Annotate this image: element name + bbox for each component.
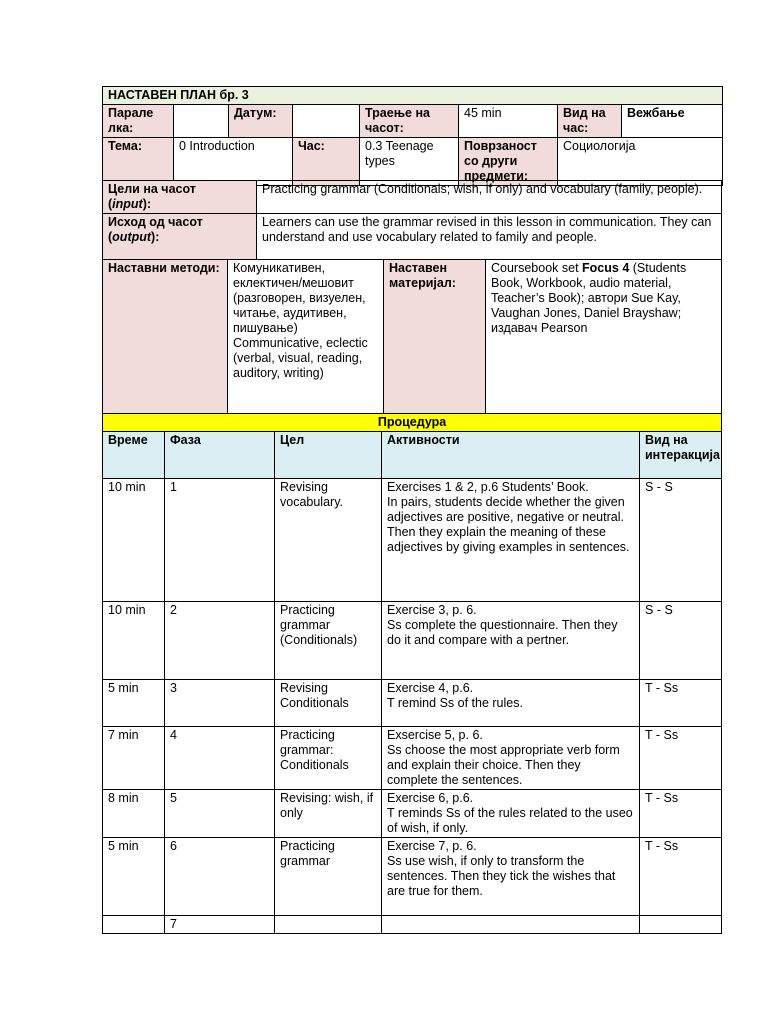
datum-value xyxy=(293,105,360,138)
header-time: Време xyxy=(103,432,165,479)
row-time xyxy=(103,916,165,934)
chas-label: Час: xyxy=(293,138,360,186)
metodi-label: Наставни методи: xyxy=(103,260,228,414)
material-post: (Students Book, Workbook, audio material, Teacher’s Book); автори Sue Kay, Vaughan Jones, Daniel Brayshaw; издавач Pearson xyxy=(491,261,687,335)
methods-table xyxy=(102,259,722,414)
row-time: 10 min xyxy=(103,602,165,680)
paralelka-value xyxy=(174,105,229,138)
row-interaction: T - Ss xyxy=(640,680,722,727)
row-interaction xyxy=(640,916,722,934)
header-phase: Фаза xyxy=(165,432,275,479)
procedure-table xyxy=(102,413,722,934)
row-activity: Exercise 7, p. 6. Ss use wish, if only to transform the sentences. Then they tick the wishes that are true for them. xyxy=(382,838,640,916)
row-goal: Revising Conditionals xyxy=(275,680,382,727)
header-activity: Активности xyxy=(382,432,640,479)
plan-header-table xyxy=(102,86,723,186)
row-phase: 5 xyxy=(165,790,275,838)
paralelka-label: Парале лка: xyxy=(103,105,174,138)
ishod-label-text: Исход од часот xyxy=(108,215,203,229)
row-interaction: T - Ss xyxy=(640,838,722,916)
row-activity xyxy=(382,916,640,934)
tema-label: Тема: xyxy=(103,138,174,186)
table-row xyxy=(103,727,722,790)
ishod-sub: output xyxy=(112,230,152,244)
row-goal: Revising vocabulary. xyxy=(275,479,382,602)
datum-label: Датум: xyxy=(229,105,293,138)
row-time: 5 min xyxy=(103,838,165,916)
povrzanost-value: Социологија xyxy=(558,138,723,186)
traenje-label: Траење на часот: xyxy=(360,105,459,138)
table-row xyxy=(103,790,722,838)
row-interaction: S - S xyxy=(640,479,722,602)
row-activity: Exsercise 5, p. 6. Ss choose the most appropriate verb form and explain their choice. Then they complete the sentences. xyxy=(382,727,640,790)
material-pre: Coursebook set xyxy=(491,261,583,275)
row-goal: Practicing grammar xyxy=(275,838,382,916)
table-row xyxy=(103,602,722,680)
header-interaction: Вид на интеракција xyxy=(640,432,722,479)
plan-title: НАСТАВЕН ПЛАН бр. 3 xyxy=(103,87,723,105)
ishod-label: Исход од часот (output): xyxy=(103,214,257,260)
header-goal: Цел xyxy=(275,432,382,479)
row-time: 8 min xyxy=(103,790,165,838)
row-phase: 1 xyxy=(165,479,275,602)
row-goal: Revising: wish, if only xyxy=(275,790,382,838)
table-row xyxy=(103,680,722,727)
row-phase: 6 xyxy=(165,838,275,916)
row-goal: Practicing grammar (Conditionals) xyxy=(275,602,382,680)
table-row xyxy=(103,916,722,934)
ishod-value: Learners can use the grammar revised in this lesson in communication. They can understand and use vocabulary related to family and people. xyxy=(257,214,722,260)
metodi-value: Комуникативен, еклектичен/мешовит (разговорен, визуелен, читање, аудитивен, пишување) Communicative, eclectic (verbal, visual, reading, auditory, writing) xyxy=(228,260,384,414)
goals-table xyxy=(102,180,722,260)
row-activity: Exercise 4, p.6. T remind Ss of the rules. xyxy=(382,680,640,727)
vid-label: Вид на час: xyxy=(558,105,622,138)
celi-sub: input xyxy=(112,197,143,211)
row-activity: Exercises 1 & 2, p.6 Students’ Book. In pairs, students decide whether the given adjectives are positive, negative or neutral. Then they explain the meaning of these adjectives by giving examples in sentences. xyxy=(382,479,640,602)
chas-value: 0.3 Teenage types xyxy=(360,138,459,186)
tema-value: 0 Introduction xyxy=(174,138,293,186)
material-value xyxy=(486,260,722,414)
row-phase: 2 xyxy=(165,602,275,680)
row-interaction: T - Ss xyxy=(640,790,722,838)
table-row xyxy=(103,838,722,916)
celi-label-text: Цели на часот xyxy=(108,182,196,196)
row-time: 10 min xyxy=(103,479,165,602)
row-activity: Exercise 3, p. 6. Ss complete the questionnaire. Then they do it and compare with a pertner. xyxy=(382,602,640,680)
row-time: 5 min xyxy=(103,680,165,727)
procedure-title: Процедура xyxy=(103,414,722,432)
row-time: 7 min xyxy=(103,727,165,790)
celi-value: Practicing grammar (Conditionals; wish, if only) and vocabulary (family, people). xyxy=(257,181,722,214)
material-bold: Focus 4 xyxy=(582,261,630,275)
vid-value: Вежбање xyxy=(622,105,723,138)
row-goal xyxy=(275,916,382,934)
celi-label: Цели на часот (input): xyxy=(103,181,257,214)
material-label: Наставен материјал: xyxy=(384,260,486,414)
row-phase: 4 xyxy=(165,727,275,790)
row-phase: 7 xyxy=(165,916,275,934)
traenje-value: 45 min xyxy=(459,105,558,138)
row-phase: 3 xyxy=(165,680,275,727)
row-goal: Practicing grammar: Conditionals xyxy=(275,727,382,790)
table-row xyxy=(103,479,722,602)
povrzanost-label: Поврзаност со други предмети: xyxy=(459,138,558,186)
row-interaction: S - S xyxy=(640,602,722,680)
row-activity: Exercise 6, p.6. T reminds Ss of the rules related to the useo of wish, if only. xyxy=(382,790,640,838)
row-interaction: T - Ss xyxy=(640,727,722,790)
